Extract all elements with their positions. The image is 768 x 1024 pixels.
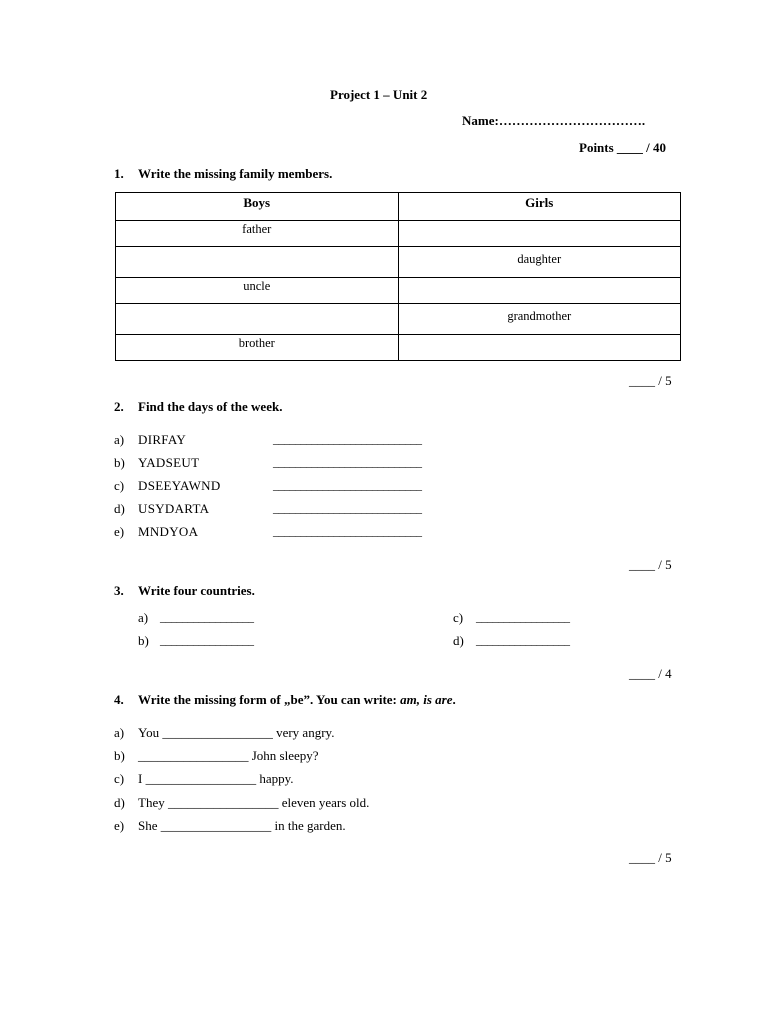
sentence-item[interactable]: I _________________ happy. — [138, 771, 294, 786]
task3-score: ____ / 4 — [629, 666, 672, 681]
task4-title-options: am, is are — [400, 692, 453, 707]
answer-blank[interactable]: ___________________________ — [273, 432, 422, 446]
scrambled-word: USYDARTA — [138, 501, 210, 516]
list-item-letter: c) — [114, 478, 125, 493]
table-cell[interactable] — [116, 304, 399, 335]
answer-blank[interactable]: _________________ — [476, 610, 570, 624]
list-item-letter: a) — [114, 432, 125, 447]
table-cell[interactable]: daughter — [398, 247, 681, 278]
sentence-item[interactable]: She _________________ in the garden. — [138, 818, 346, 833]
task4-title — [138, 692, 456, 708]
table-cell[interactable] — [398, 334, 681, 361]
table-cell[interactable]: brother — [116, 334, 399, 361]
name-label: Name:……………………………. — [462, 113, 646, 128]
answer-blank[interactable]: ___________________________ — [273, 501, 422, 515]
scrambled-word: MNDYOA — [138, 524, 199, 539]
table-row — [116, 247, 681, 278]
column-header-girls: Girls — [398, 193, 681, 221]
answer-blank[interactable]: ___________________________ — [273, 478, 422, 492]
list-item-letter: b) — [138, 633, 149, 648]
task1-number: 1. — [114, 166, 124, 181]
answer-blank[interactable]: ___________________________ — [273, 455, 422, 469]
table-header-row — [116, 193, 681, 221]
table-row — [116, 304, 681, 335]
sentence-item[interactable]: You _________________ very angry. — [138, 725, 335, 740]
list-item-letter: a) — [138, 610, 149, 625]
table-cell[interactable] — [398, 277, 681, 304]
task2-score: ____ / 5 — [629, 557, 672, 572]
points-label: Points ____ / 40 — [579, 140, 667, 155]
list-item-letter: d) — [114, 795, 125, 810]
task4-title-suffix: . — [452, 692, 456, 707]
task4-number: 4. — [114, 692, 124, 707]
list-item-letter: c) — [114, 771, 125, 786]
task3-number: 3. — [114, 583, 124, 598]
list-item-letter: a) — [114, 725, 125, 740]
answer-blank[interactable]: _________________ — [160, 610, 254, 624]
sentence-item[interactable]: _________________ John sleepy? — [138, 748, 319, 763]
list-item-letter: b) — [114, 748, 125, 763]
scrambled-word: YADSEUT — [138, 455, 200, 470]
list-item-letter: c) — [453, 610, 464, 625]
table-row — [116, 277, 681, 304]
table-cell[interactable]: uncle — [116, 277, 399, 304]
answer-blank[interactable]: _________________ — [476, 633, 570, 647]
list-item-letter: d) — [114, 501, 125, 516]
task4-score: ____ / 5 — [629, 850, 672, 865]
task3-title: Write four countries. — [138, 583, 255, 598]
table-row — [116, 220, 681, 247]
task1-title: Write the missing family members. — [138, 166, 333, 181]
list-item-letter: e) — [114, 524, 125, 539]
table-cell[interactable]: father — [116, 220, 399, 247]
list-item-letter: d) — [453, 633, 464, 648]
list-item-letter: b) — [114, 455, 125, 470]
sentence-item[interactable]: They _________________ eleven years old. — [138, 795, 370, 810]
task1-score: ____ / 5 — [629, 373, 672, 388]
scrambled-word: DIRFAY — [138, 432, 187, 447]
scrambled-word: DSEEYAWND — [138, 478, 221, 493]
answer-blank[interactable]: _________________ — [160, 633, 254, 647]
table-cell[interactable] — [116, 247, 399, 278]
page-title: Project 1 – Unit 2 — [330, 87, 428, 102]
task2-title: Find the days of the week. — [138, 399, 283, 414]
table-row — [116, 334, 681, 361]
task2-number: 2. — [114, 399, 124, 414]
task4-title-prefix: Write the missing form of „be”. You can write: — [138, 692, 401, 707]
list-item-letter: e) — [114, 818, 125, 833]
family-table — [115, 192, 681, 361]
table-cell[interactable]: grandmother — [398, 304, 681, 335]
answer-blank[interactable]: ___________________________ — [273, 524, 422, 538]
table-cell[interactable] — [398, 220, 681, 247]
column-header-boys: Boys — [116, 193, 399, 221]
